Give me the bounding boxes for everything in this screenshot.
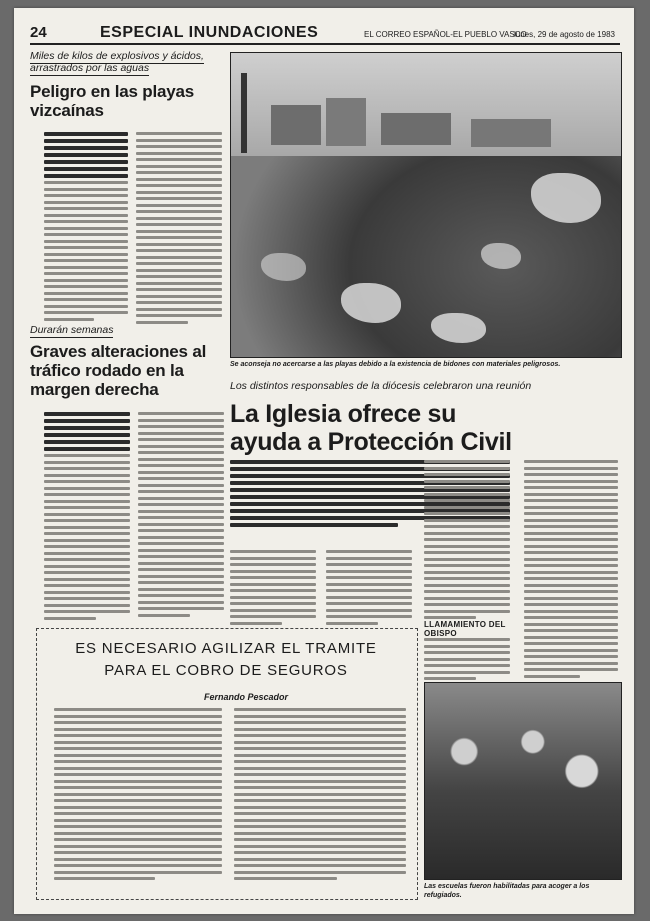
- article3-body-col4: [524, 460, 618, 678]
- section-title: ESPECIAL INUNDACIONES: [100, 24, 319, 41]
- photo1-caption: Se aconseja no acercarse a las playas debido a la existencia de bidones con materiales peligrosos.: [230, 361, 561, 368]
- article1-body-col2: [136, 132, 222, 324]
- article3-subhead: LLAMAMIENTO DEL OBISPO: [424, 620, 506, 638]
- article3-body-col1: [230, 550, 316, 625]
- newspaper-name: EL CORREO ESPAÑOL-EL PUEBLO VASCO: [364, 30, 527, 39]
- article4-title: [36, 638, 416, 682]
- article2-kicker: Durarán semanas: [30, 324, 114, 336]
- article3-headline: La Iglesia ofrece su ayuda a Protección Civil: [230, 400, 512, 456]
- article4-title-line2: PARA EL COBRO DE SEGUROS: [104, 662, 348, 679]
- header-rule: [30, 43, 620, 45]
- article3-kicker: Los distintos responsables de la diócesis celebraron una reunión: [230, 380, 532, 392]
- article1-kicker: Miles de kilos de explosivos y ácidos, arrastrados por las aguas: [30, 50, 204, 74]
- page-number: 24: [30, 24, 47, 41]
- article4-body-col1: [54, 708, 222, 880]
- article3-body-col2: [326, 550, 412, 625]
- photo2-caption: Las escuelas fueron habilitadas para acoger a los refugiados.: [424, 883, 590, 899]
- article1-body-col1: [44, 132, 128, 321]
- article2-body-col1: [44, 412, 130, 620]
- article3-body-col3: [424, 460, 510, 619]
- refugees-photo: [424, 682, 622, 880]
- article2-body-col2: [138, 412, 224, 617]
- article4-byline: Fernando Pescador: [204, 692, 289, 702]
- article4-title-line1: ES NECESARIO AGILIZAR EL TRAMITE: [75, 640, 377, 657]
- article3-body-col3b: [424, 638, 510, 680]
- beach-debris-photo: [230, 52, 622, 358]
- article4-body-col2: [234, 708, 406, 880]
- newspaper-page: [14, 8, 634, 914]
- article1-headline: Peligro en las playas vizcaínas: [30, 82, 194, 120]
- issue-date: lunes, 29 de agosto de 1983: [514, 30, 615, 39]
- article2-headline: Graves alteraciones al tráfico rodado en la margen derecha: [30, 342, 207, 399]
